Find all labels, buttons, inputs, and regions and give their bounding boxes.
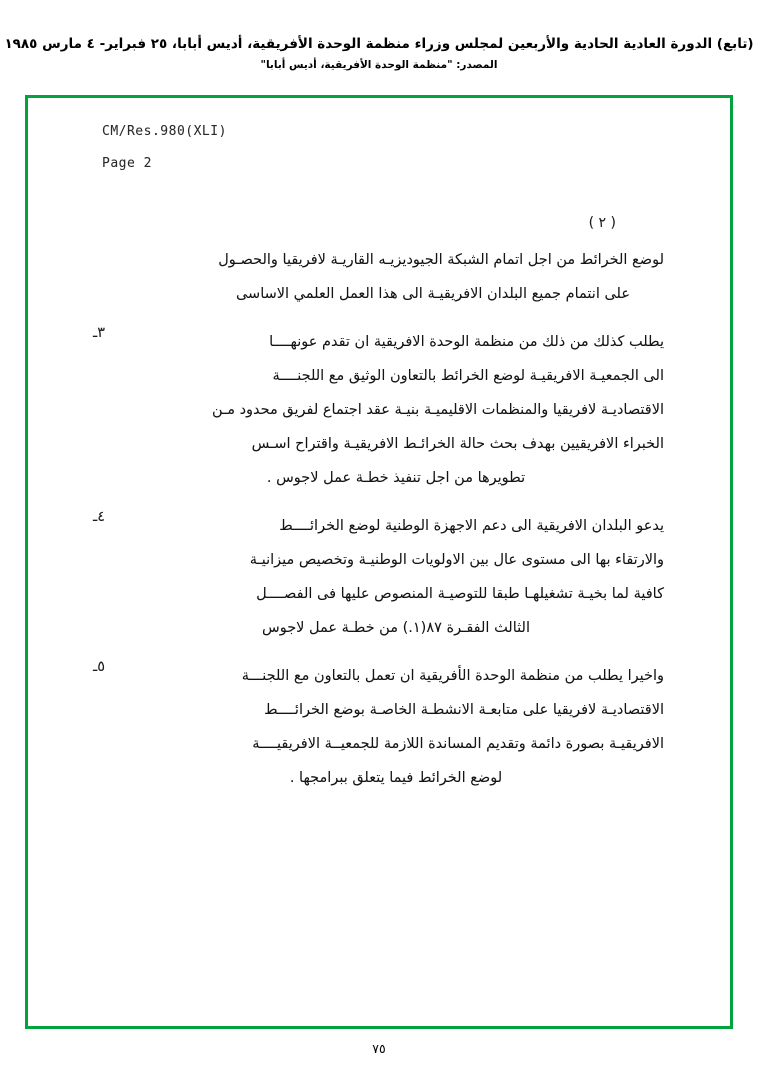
document-page-label: Page 2 (102, 156, 152, 171)
item-line: واخيرا يطلب من منظمة الوحدة الأفريقية ان تعمل بالتعاون مع اللجنـــة (241, 668, 664, 684)
numbered-item (74, 509, 684, 645)
item-line: والارتقاء بها الى مستوى عال بين الاولويات الوطنيـة وتخصيص ميزانيـة (249, 552, 664, 568)
item-line: يطلب كذلك من ذلك من منظمة الوحدة الافريقية ان تقدم عونهــــا (269, 334, 664, 350)
item-line: يدعو البلدان الافريقية الى دعم الاجهزة الوطنية لوضع الخرائــــط (279, 518, 664, 534)
item-line: الاقتصاديـة لافريقيا والمنظمات الاقليميـة بنيـة عقد اجتماع لفريق محدود مـن (211, 402, 664, 418)
item-marker: ٤ـ (92, 509, 106, 525)
item-line: الافريقيـة بصورة دائمة وتقديم المساندة اللازمة للجمعيــة الافريقيــــة (252, 736, 664, 752)
numbered-item (74, 325, 684, 495)
item-lines (74, 509, 684, 645)
footer-page-number: ٧٥ (372, 1041, 386, 1056)
item-line: لوضع الخرائط فيما يتعلق ببرامجها . (289, 770, 503, 786)
item-line: الخبراء الافريقيين بهدف بحث حالة الخرائـط الافريقيـة واقتراح اسـس (251, 436, 664, 452)
header-source: المصدر: "منظمة الوحدة الأفريقية، أديس أبابا" (260, 59, 498, 71)
document-reference: CM/Res.980(XLI) (102, 124, 227, 139)
item-lines (74, 659, 684, 795)
scan-frame (25, 95, 733, 1029)
intro-line: لوضع الخرائط من اجل اتمام الشبكة الجيوديزيـه القاريـة لافريقيا والحصـول (218, 252, 664, 268)
item-line: كافية لما بخيـة تشغيلهـا طبقا للتوصيـة المنصوص عليها فى الفصــــل (256, 586, 664, 602)
document-body (28, 98, 730, 1026)
numbered-item (74, 659, 684, 795)
section-number: ( ٢ ) (588, 215, 616, 231)
item-line: الى الجمعيـة الافريقيـة لوضع الخرائط بالتعاون الوثيق مع اللجنــــة (272, 368, 664, 384)
item-marker: ٣ـ (92, 325, 106, 341)
item-line: الاقتصاديـة لافريقيا على متابعـة الانشطـة الخاصـة بوضع الخرائــــط (264, 702, 664, 718)
item-lines (74, 325, 684, 495)
intro-line: على انتمام جميع البلدان الافريقيـة الى هذا العمل العلمي الاساسى (235, 286, 630, 302)
page-header (0, 36, 758, 71)
intro-paragraph (74, 243, 684, 311)
header-title: (تابع) الدورة العادية الحادية والأربعين لمجلس وزراء منظمة الوحدة الأفريقية، أديس أبابا، ٢٥ فبراير- ٤ مارس ١٩٨٥ (4, 36, 754, 52)
intro-lines (74, 243, 684, 311)
item-line: تطويرها من اجل تنفيذ خطـة عمل لاجوس . (266, 470, 526, 486)
item-marker: ٥ـ (92, 659, 106, 675)
item-line: الثالث الفقـرة ٨٧(١.) من خطـة عمل لاجوس (262, 620, 530, 636)
